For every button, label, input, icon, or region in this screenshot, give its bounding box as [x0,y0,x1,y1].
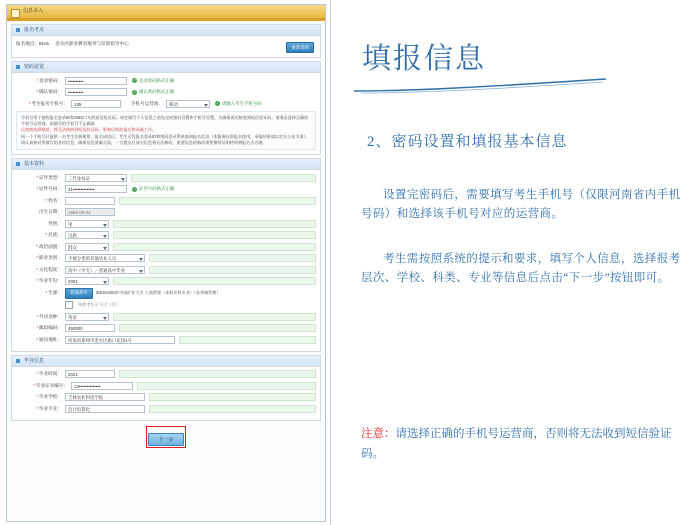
slide-heading: 2、密码设置和填报基本信息 [367,134,568,150]
note-label: 注意： [361,428,396,440]
form-row [16,208,316,217]
section-school-title: 毕业信息 [24,357,45,364]
form-row [16,196,316,205]
section-site-title: 报名考点 [24,27,45,33]
window-title: 信息录入 [23,8,44,14]
section-account-header [12,62,320,73]
id-number-label: * 证件号码： [16,186,65,192]
title-swoosh-decoration [353,78,608,94]
ethnicity-select[interactable]: 汉族 [65,231,109,239]
slide-paragraph-2: 考生需按照系统的提示和要求，填写个人信息，选择报考层次、学校、科类、专业等信息后点击“下一步”按钮即可。 [361,253,681,284]
window-title-bar [7,5,325,19]
form-row [16,381,316,390]
graduation-time-input[interactable]: 2021 [65,370,115,378]
slide-pane [331,0,700,525]
check-icon: ✓ [215,101,219,105]
reselect-site-button[interactable]: 重新选择 [286,42,314,53]
notice-line-4: 请认真核对所填写的各项信息，确保信息准确无误，一旦提交后部分信息将无法修改，重要信息的修改需要携带证明材料到报名点办理。 [21,139,267,145]
graduation-time-valid-bar [119,370,316,378]
section-basic-header [12,159,320,170]
confirm-password-input[interactable]: •••••••••• [65,88,127,96]
gender-select[interactable]: 男 [65,220,109,228]
political-status-valid-bar [113,243,316,251]
graduation-time-label: * 毕业时间： [16,371,65,377]
diploma-number-label: * 毕业证书编号： [16,383,71,389]
gender-label: 性别： [48,220,62,226]
form-row [16,265,316,274]
form-row [16,254,316,263]
account-notice [16,111,316,150]
education-label: * 文化程度： [16,267,65,273]
foreign-language-valid-bar [113,313,316,321]
form-row [16,173,316,182]
slide-title: 填报信息 [362,43,487,75]
name-valid-bar [119,197,316,205]
id-type-select[interactable]: 二代身份证 [65,174,127,182]
form-row [16,231,316,240]
occupation-valid-bar [149,254,316,262]
section-school [11,355,321,421]
source-detail-text: ID81044003 中国矿业大学 工商管理（本科专科专业）（业余制管理） [95,290,221,296]
postcode-valid-bar [119,324,316,332]
confirm-password-label: * 确认密码： [16,89,65,95]
id-type-valid-bar [131,174,316,182]
section-school-header [12,356,320,367]
id-number-status: ✓ 证件号码格式正确 [132,186,175,192]
form-row [16,277,316,286]
birthdate-label: 出生日期： [39,209,62,215]
disability-hint: 残疾考生可不过（否） [78,302,120,308]
form-row [16,404,316,413]
window-icon [11,9,20,18]
bullet-icon [16,162,20,166]
carrier-select[interactable]: 移动 [166,100,210,108]
birthdate-input: 1982-09-04 [65,208,115,216]
confirm-password-status: ✓ 确认密码格式正确 [132,89,175,94]
section-site-header [12,25,320,36]
slide-note [361,424,691,464]
postcode-label: * 邮政编码： [16,325,65,331]
postcode-input[interactable]: 450000 [65,324,115,332]
form-row-source [16,288,316,298]
occupation-label: * 职业类别： [16,255,65,261]
address-input[interactable]: 河南省郑州市金水区路口花园1号 [65,336,175,344]
political-status-label: * 政治面貌： [16,244,65,250]
bullet-icon [16,65,20,69]
form-row [16,324,316,333]
notice-line-3: 同一个手机号只能供一名考生注册使用，报名成功后，考生可凭报名登录ID和密码登录系统查询报名信息（本服务仅供报名使用，录取结果请以官方公布为准）。 [21,133,310,139]
education-select[interactable]: 高中（中专）／普通高中毕业 [65,266,145,274]
graduation-major-valid-bar [149,405,316,413]
carrier-label: 手机号运营商： [130,100,163,106]
form-row [16,242,316,251]
foreign-language-label: * 外语语种： [16,314,65,320]
source-label: * 生源： [16,290,65,296]
name-label: * 姓名： [16,198,65,204]
graduation-school-label: * 毕业学校： [16,394,65,400]
form-row [16,219,316,228]
name-input[interactable] [65,197,115,205]
section-basic [11,158,321,352]
form-row [16,185,316,194]
site-code-value: 金水区职业教育服务与培训指导中心 [55,40,129,46]
graduation-year-valid-bar [113,277,316,285]
section-basic-title: 基本资料 [24,161,45,168]
form-row [16,88,316,97]
address-valid-bar [179,336,316,344]
section-account-title: 密码设置 [24,64,45,70]
form-row [16,370,316,379]
form-row [16,393,316,402]
next-button-highlight [146,426,185,448]
id-number-input[interactable]: 41•••••••••••••• [65,185,127,193]
phone-input[interactable]: 135 [71,100,121,108]
site-code-label: 报名地点：8101 [16,40,50,46]
form-row [16,335,316,344]
diploma-number-input[interactable]: 13•••••••••••••• [71,382,133,390]
next-button-area [7,421,325,454]
check-icon: ✓ [132,89,136,94]
foreign-language-select[interactable]: 英语 [65,313,109,321]
login-password-label: * 登录密码： [16,78,65,84]
source-select-button[interactable]: 普通高中 [65,288,93,299]
form-row-phone [16,99,316,108]
form-row-disability [16,301,316,310]
notice-line-2: 运营商选择错误，将无法接收到短信验证码，影响后续的报名和录取工作。 [21,127,157,133]
screenshot-pane [0,0,331,525]
graduation-year-select[interactable]: 2001 [65,277,109,285]
political-status-select[interactable]: 群众 [65,243,109,251]
bullet-icon [16,359,20,363]
id-type-label: * 证件类型： [16,175,65,181]
login-password-input[interactable]: •••••••••• [65,77,127,85]
note-text: 请选择正确的手机号运营商，否则将无法收到短信验证码。 [361,428,672,460]
title-underline [7,19,325,21]
graduation-major-label: * 毕业专业： [16,406,65,412]
ethnicity-label: * 民族： [16,232,65,238]
section-account [11,61,321,155]
form-window [6,4,326,522]
form-row [16,76,316,85]
slide-paragraph-1: 设置完密码后，需要填写考生手机号（仅限河南省内手机号码）和选择该手机号对应的运营商。 [361,189,681,220]
notice-line-1: 手机号用于接收报名登录ID和SMS口头的短信验证码。请在填写个人信息之前先完成密码设置和手机号设置。为确保成功接收到短信验证码，请务必选择正确的手机号运营商。如填写的手机号不正确或 [21,115,309,127]
section-site [11,24,321,58]
ethnicity-valid-bar [113,231,316,239]
occupation-select[interactable]: 不便分类的其他从业人员 [65,254,145,262]
check-icon: ✓ [132,186,136,191]
next-step-button[interactable]: 下一步 [148,433,183,446]
disability-checkbox[interactable] [65,301,73,309]
education-valid-bar [149,266,316,274]
login-password-status: ✓ 登录密码格式正确 [132,77,175,83]
address-label: * 通讯地址： [16,337,65,343]
bullet-icon [16,28,20,32]
form-row [16,312,316,321]
graduation-major-input[interactable]: 会计电算化 [65,405,145,413]
graduation-school-valid-bar [149,393,316,401]
phone-status: ✓ 请输入考生手机号码 [215,100,262,106]
graduation-year-label: * 毕业年份： [16,278,65,284]
graduation-school-input[interactable]: 吉林农业科技学院 [65,393,145,401]
diploma-number-valid-bar [137,382,316,390]
phone-label: * 考生报名手机号： [16,101,71,107]
gender-valid-bar [113,220,316,228]
check-icon: ✓ [132,78,136,82]
